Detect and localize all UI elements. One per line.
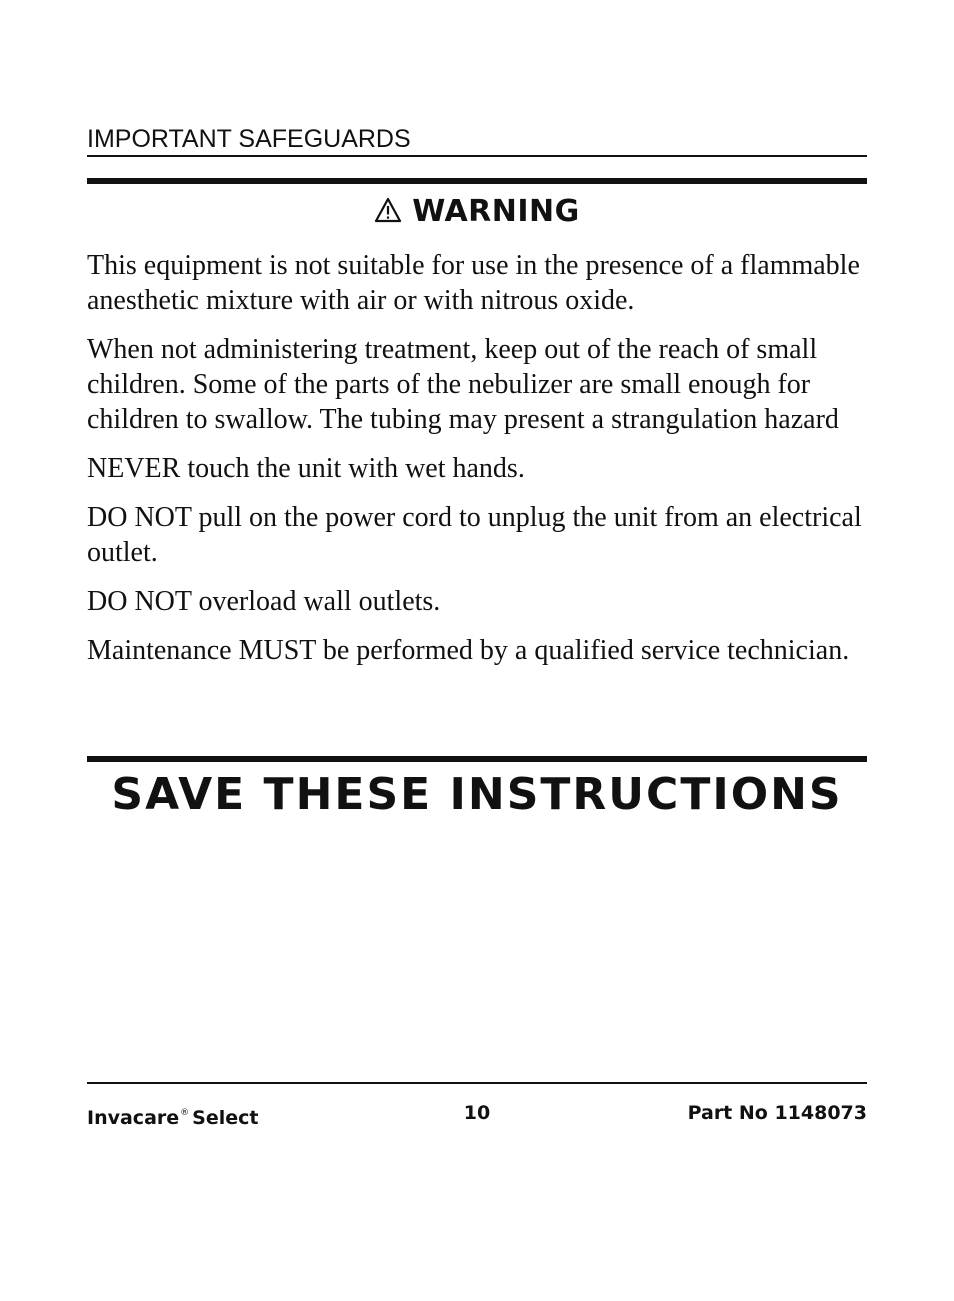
paragraph-wet-hands: NEVER touch the unit with wet hands.: [87, 453, 525, 484]
warning-heading: [87, 192, 867, 234]
header-rule: [87, 155, 867, 157]
footer-brand: Invacare: [87, 1107, 180, 1129]
paragraph-children: When not administering treatment, keep out of the reach of small children. Some of the parts of the nebulizer are small enough for children to swallow. The tubing may present a strangulation hazard: [87, 334, 839, 435]
paragraph-flammable: This equipment is not suitable for use in the presence of a flammable anesthetic mixture with air or with nitrous oxide.: [87, 250, 860, 316]
registered-mark: ®: [180, 1108, 190, 1118]
warning-bottom-rule: [87, 756, 867, 762]
warning-title: WARNING: [412, 194, 580, 229]
paragraph-maintenance: Maintenance MUST be performed by a qualified service technician.: [87, 635, 850, 666]
save-instructions-heading: SAVE THESE INSTRUCTIONS: [111, 769, 843, 820]
footer-rule: [87, 1082, 867, 1084]
page-footer: [87, 1100, 867, 1129]
warning-body: [87, 248, 867, 682]
warning-top-rule: [87, 178, 867, 184]
footer-part-number: Part No 1148073: [687, 1102, 867, 1124]
footer-page-number: 10: [463, 1102, 491, 1124]
document-page: [87, 0, 867, 1301]
footer-product-name: Select: [192, 1107, 259, 1129]
warning-triangle-icon: [374, 194, 402, 234]
paragraph-outlets: DO NOT overload wall outlets.: [87, 586, 441, 617]
paragraph-power-cord: DO NOT pull on the power cord to unplug the unit from an electrical outlet.: [87, 502, 862, 568]
section-header: IMPORTANT SAFEGUARDS: [87, 125, 411, 153]
